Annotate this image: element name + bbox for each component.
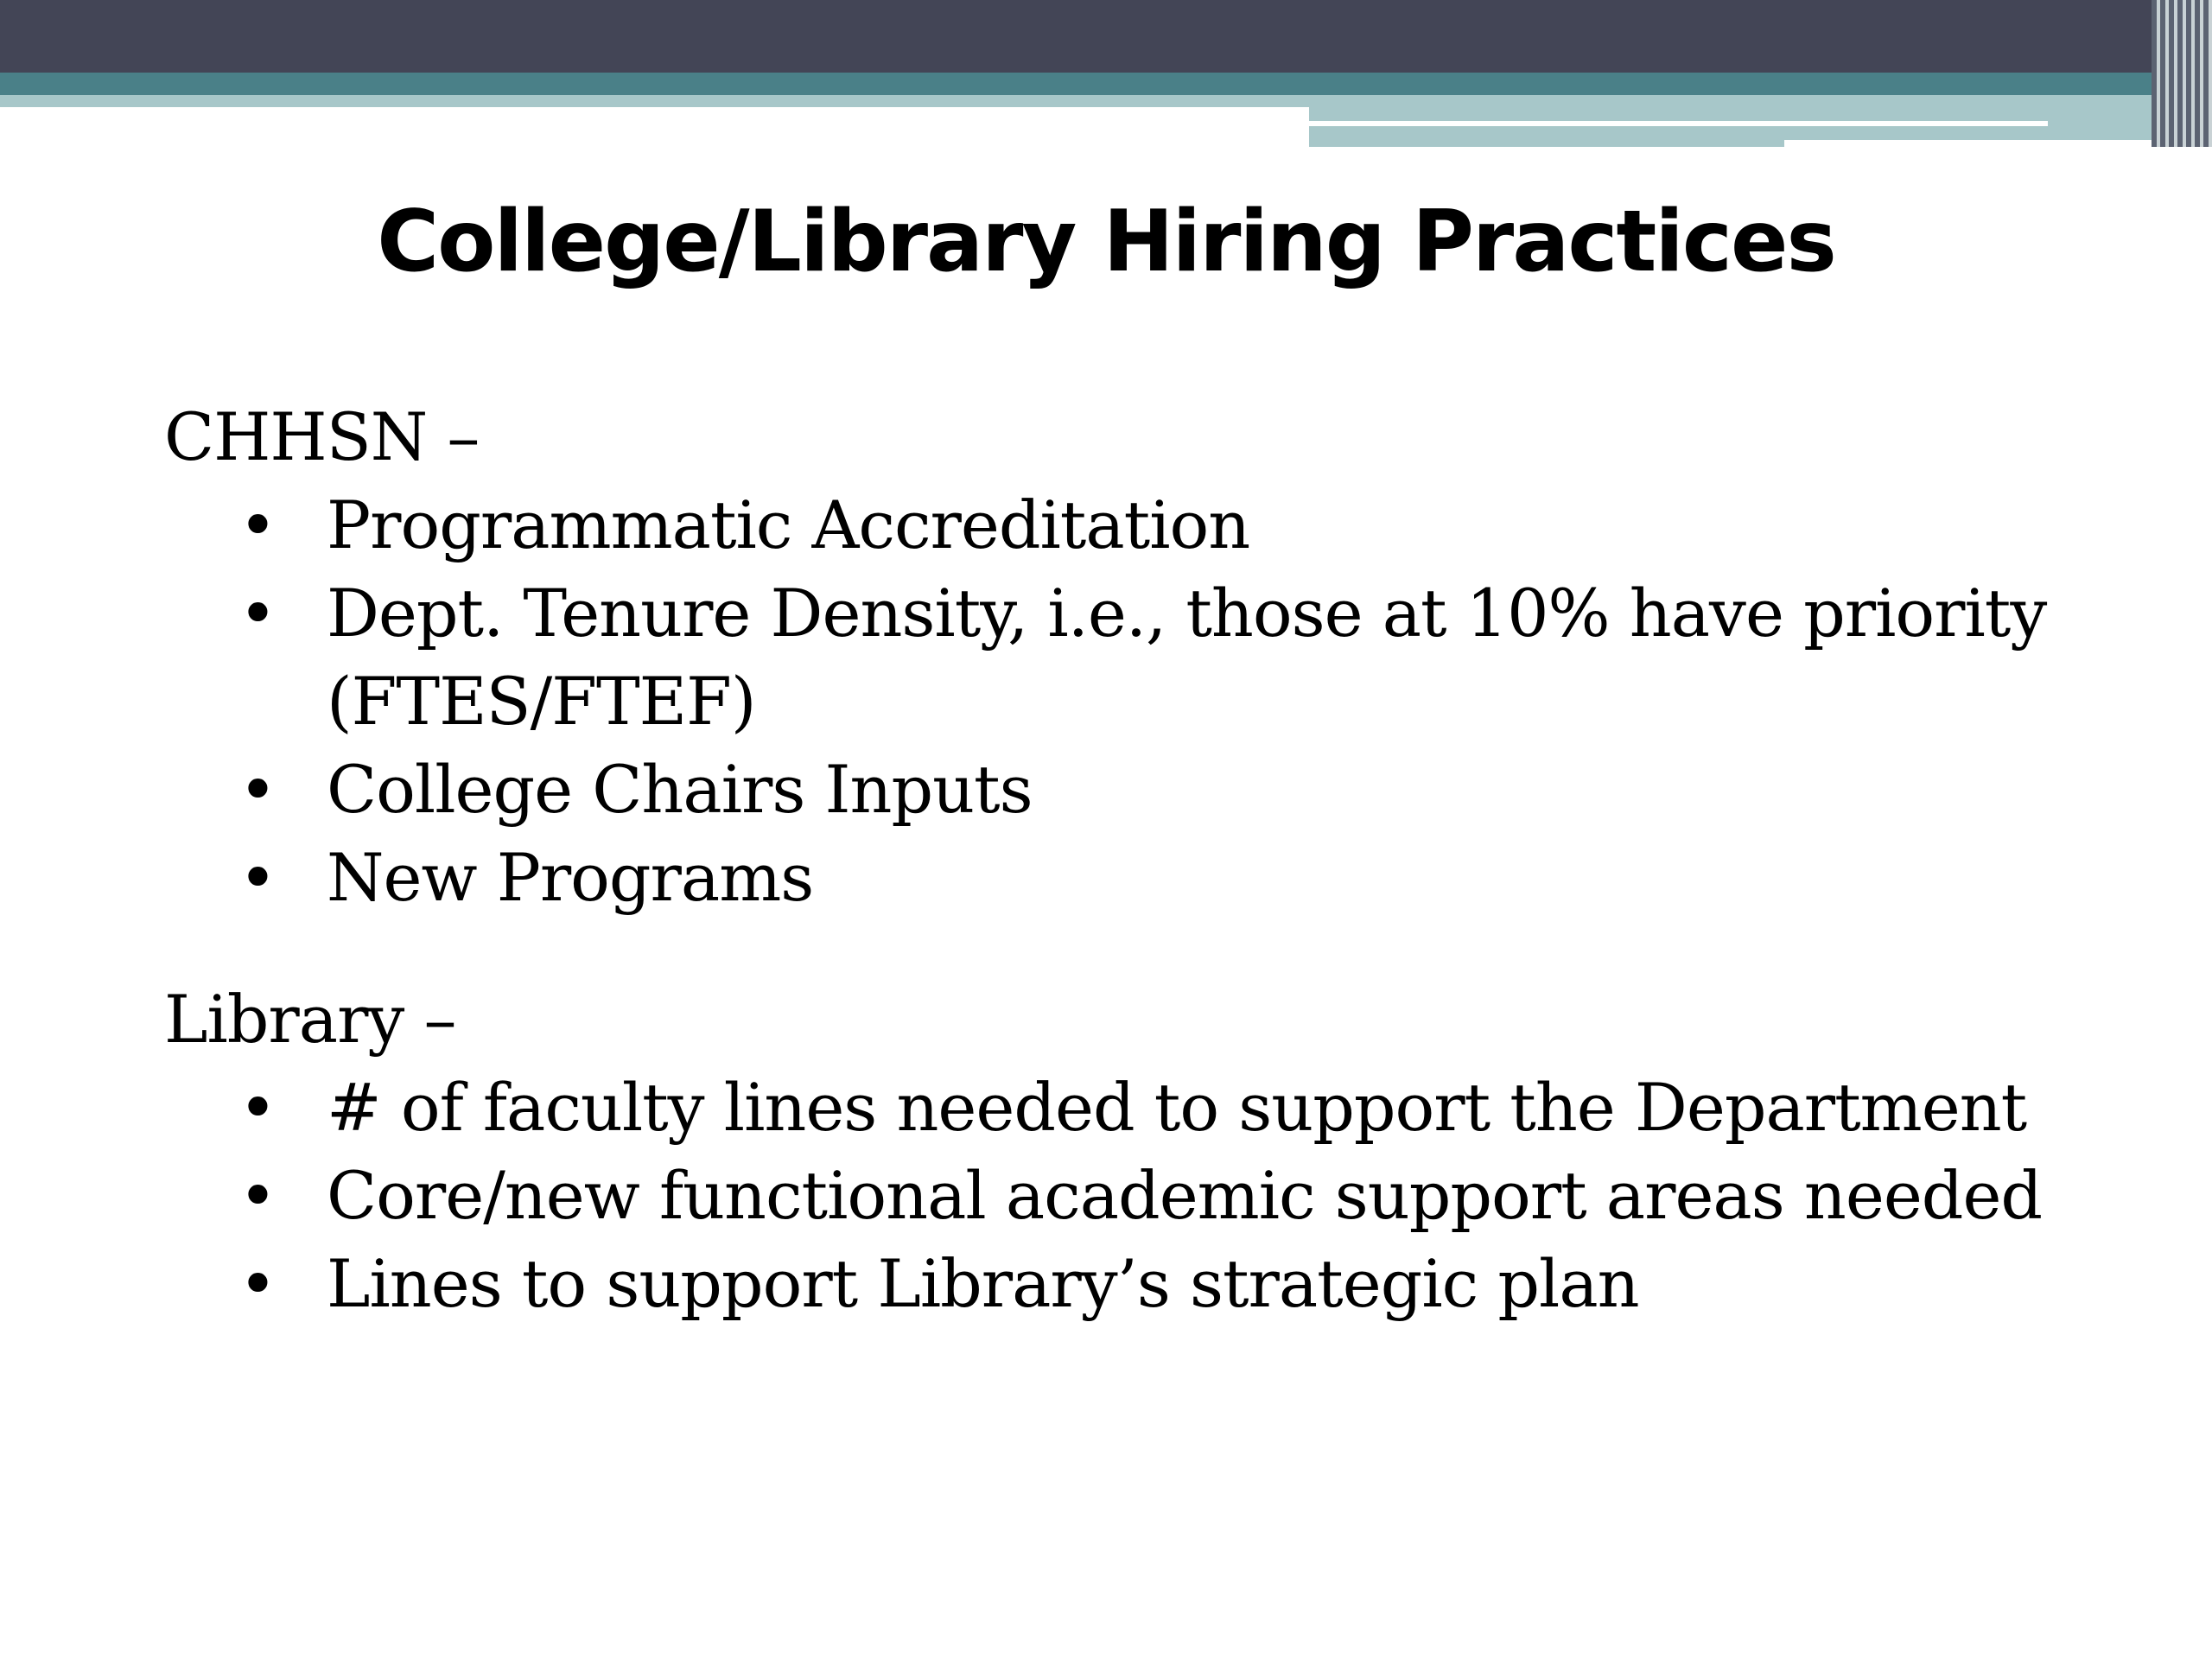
list-item [164, 569, 2134, 746]
header-band-dark [0, 0, 2212, 73]
bullet-list [164, 1064, 2134, 1328]
list-item [164, 834, 2134, 922]
list-item-text: Core/new functional academic support areas needed [327, 1157, 2043, 1234]
list-item [164, 1152, 2134, 1240]
list-item-text: Lines to support Library’s strategic plan [327, 1245, 1639, 1322]
list-item-text: College Chairs Inputs [327, 751, 1033, 828]
header-band-teal [0, 73, 2212, 95]
header-accent-line-2 [1784, 140, 2212, 147]
slide-body [164, 393, 2134, 1328]
list-item-text: Programmatic Accreditation [327, 486, 1250, 563]
slide-title: College/Library Hiring Practices [377, 193, 1835, 291]
bullet-dot: • [238, 839, 276, 916]
bullet-dot: • [238, 1069, 276, 1146]
header-band-teal-light [0, 95, 1309, 107]
section-heading: CHHSN – [164, 398, 480, 475]
bullet-dot: • [238, 575, 276, 652]
bullet-dot: • [238, 1245, 276, 1322]
list-item [164, 481, 2134, 569]
list-item-text: # of faculty lines needed to support the Department [327, 1069, 2027, 1146]
list-item [164, 1240, 2134, 1328]
header-vertical-stripes [2152, 0, 2212, 147]
bullet-list [164, 481, 2134, 922]
header-accent-line [1309, 121, 2048, 126]
bullet-dot: • [238, 751, 276, 828]
bullet-dot: • [238, 1157, 276, 1234]
list-item [164, 746, 2134, 834]
section-heading: Library – [164, 981, 456, 1058]
list-item-text: Dept. Tenure Density, i.e., those at 10% have priority (FTES/FTEF) [327, 575, 2047, 740]
section-chhsn [164, 393, 2134, 922]
section-spacer [164, 922, 2134, 976]
list-item-text: New Programs [327, 839, 814, 916]
list-item [164, 1064, 2134, 1152]
bullet-dot: • [238, 486, 276, 563]
section-library [164, 976, 2134, 1328]
